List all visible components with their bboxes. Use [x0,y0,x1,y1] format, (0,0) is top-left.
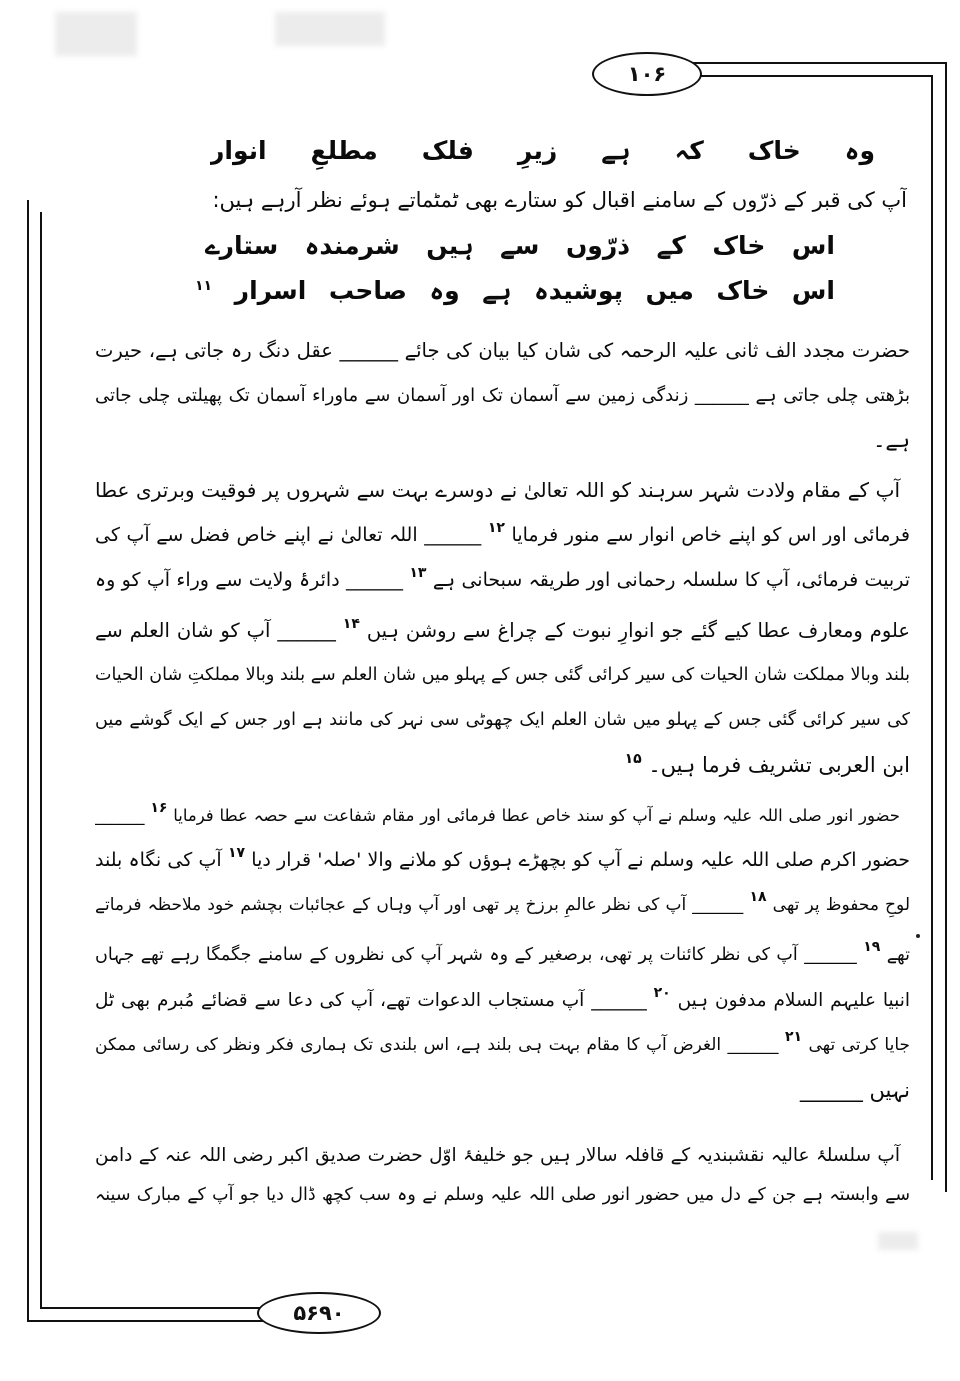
line-text: بلند وبالا مملکت شان الحیات کی سیر کرائی گئی جس کے پہلو میں شان العلم سے بلند وبالا مملکتِ شان الحیات [95,665,910,685]
line-text: ______ [95,806,145,825]
text-line [95,468,910,513]
line-text: ______ آپ کو شان العلم سے [95,619,336,642]
line-text: کی سیر کرائی گئی جس کے پہلو میں شان العلم ایک چھوٹی سی نہر کی مانند ہے اور جس کے ایک گوشے میں [95,710,910,730]
footnote-marker: ۱۲ [487,520,505,536]
frame-left-outer-line [27,200,29,1322]
text-line [95,373,910,418]
line-text: ______ آپ کی نظر کائنات پر تھی، برصغیر کے وہ شہر آپ کی نظروں کے سامنے جگمگا رہے تھے جہاں [95,945,857,965]
footnote-marker: ۱۷ [227,845,246,861]
line-text: آپ کے مقام ولادت شہر سرہند کو اللہ تعالیٰ نے دوسرے بہت سے شہروں پر فوقیت وبرتری عطا [95,478,900,502]
text-line [95,558,910,603]
line-text: حضرت مجدد الف ثانی علیہ الرحمہ کی شان کیا بیان کی جائے ______ عقل دنگ رہ جاتی ہے، حیرت [95,339,910,362]
text-line [95,838,910,883]
frame-right-outer-line [945,62,947,1192]
line-text: تربیت فرمائی، آپ کا سلسلہ رحمانی اور طریقہ سبحانی ہے [432,569,910,591]
intro-text: آپ کی قبر کے ذرّوں کے سامنے اقبال کو ستارے بھی ٹمٹماتے ہوئے نظر آرہے ہیں: [212,188,907,212]
text-line [95,1023,910,1068]
scan-smudge [275,12,385,46]
frame-right-inner-line [931,75,933,1180]
text-line [95,933,910,978]
footer-number-oval [257,1292,381,1334]
text-line [95,978,910,1023]
line-text: انبیا علیہم السلام مدفون ہیں [677,990,910,1011]
frame-top-outer-line [690,62,947,64]
line-text: علوم ومعارف عطا کیے گئے جو انوارِ نبوت کے چراغ سے روشن ہیں [366,619,910,642]
footnote-marker: ۱۳ [409,565,427,581]
line-text: حضور انور صلی اللہ علیہ وسلم نے آپ کو سند خاص عطا فرمائی اور مقام شفاعت سے حصہ عطا فرمایا [173,806,901,825]
frame-bottom-inner-line [40,1307,272,1309]
text-line [95,513,910,558]
verse-text: وہ خاک کہ ہے زیرِ فلک مطلعِ انوار [210,136,875,165]
text-line [95,1068,910,1113]
line-text: ابن العربی تشریف فرما ہیں۔ [648,753,910,777]
footnote-marker: ۱۶ [150,800,168,816]
line-text: لوحِ محفوظ پر تھی [772,895,910,915]
line-text: تھے [886,945,910,965]
text-line [95,743,910,788]
frame-bottom-outer-line [27,1320,272,1322]
line-text: جایا کرتی تھی [808,1035,910,1055]
intro-line [95,178,907,223]
text-line [95,698,910,743]
text-line [95,608,910,653]
text-line [95,793,910,838]
line-text: فرمائی اور اس کو اپنے خاص انوار سے منور فرمایا [511,524,910,546]
verse-line [210,128,875,173]
frame-top-inner-line [690,75,933,77]
text-line [95,418,910,463]
line-text: آپ کی نگاہ بلند [95,849,222,871]
text-line [95,883,910,928]
line-text: بڑھتی چلی جاتی ہے ______ زندگی زمین سے آسمان تک اور آسمان سے ماوراء آسمان تک پھیلتی چلی جاتی [95,385,910,406]
footnote-marker: ۲۰ [653,985,671,1001]
footnote-marker: ۱۹ [863,939,881,955]
frame-left-inner-line [40,212,42,1309]
text-line [95,1133,910,1178]
line-text: ہے۔ [873,428,910,452]
footnote-marker: ۲۱ [784,1029,803,1045]
scan-smudge [878,1232,918,1250]
footnote-marker: ۱۸ [749,889,767,905]
footer-number: ۵۶۹۰ [293,1301,345,1325]
line-text: ______ دائرۂ ولایت سے وراء آپ کو وہ [95,569,404,591]
text-line [95,653,910,698]
ink-dot [916,934,920,938]
footnote-marker: ۱۵ [624,751,642,767]
verse-line [205,223,835,268]
line-text: آپ سلسلۂ عالیہ نقشبندیہ کے قافلہ سالار ہیں جو خلیفۂ اوّل حضرت صدیق اکبر رضی اللہ عنہ کے دامن [95,1145,900,1166]
text-line [95,1173,910,1218]
line-text: سے وابستہ ہے جن کے دل میں حضور انور صلی اللہ علیہ وسلم نے وہ سب کچھ ڈال دیا جو آپ کے مبارک سینہ [95,1185,910,1205]
line-text: ______ آپ کی نظر عالمِ برزخ پر تھی اور آپ وہاں کے عجائبات بچشم خود ملاحظہ فرماتے [95,895,744,915]
text-line [95,328,910,373]
page-number: ۱۰۶ [627,62,667,86]
line-text: حضور اکرم صلی اللہ علیہ وسلم نے آپ کو بچھڑے ہوؤں کو ملانے والا 'صلہ' قرار دیا [251,849,910,871]
line-text: نہیں ______ [799,1078,910,1102]
footnote-marker: ۱۴ [342,616,360,632]
line-text: ______ اللہ تعالیٰ نے اپنے خاص فضل سے آپ کی [95,524,482,546]
verse-line [195,268,835,313]
line-text: ______ الغرض آپ کا مقام بہت ہی بلند ہے، اس بلندی تک ہماری فکر ونظر کی رسائی ممکن [95,1035,779,1055]
scan-smudge [55,12,137,56]
verse-text: اس خاک کے ذرّوں سے ہیں شرمندہ ستارے [205,231,835,260]
page-number-oval [592,52,702,96]
footnote-marker: ۱۱ [195,278,213,294]
line-text: ______ آپ مستجاب الدعوات تھے، آپ کی دعا سے قضائے مُبرم بھی ٹل [95,990,647,1011]
verse-text: اس خاک میں پوشیدہ ہے وہ صاحب اسرار [234,276,835,305]
